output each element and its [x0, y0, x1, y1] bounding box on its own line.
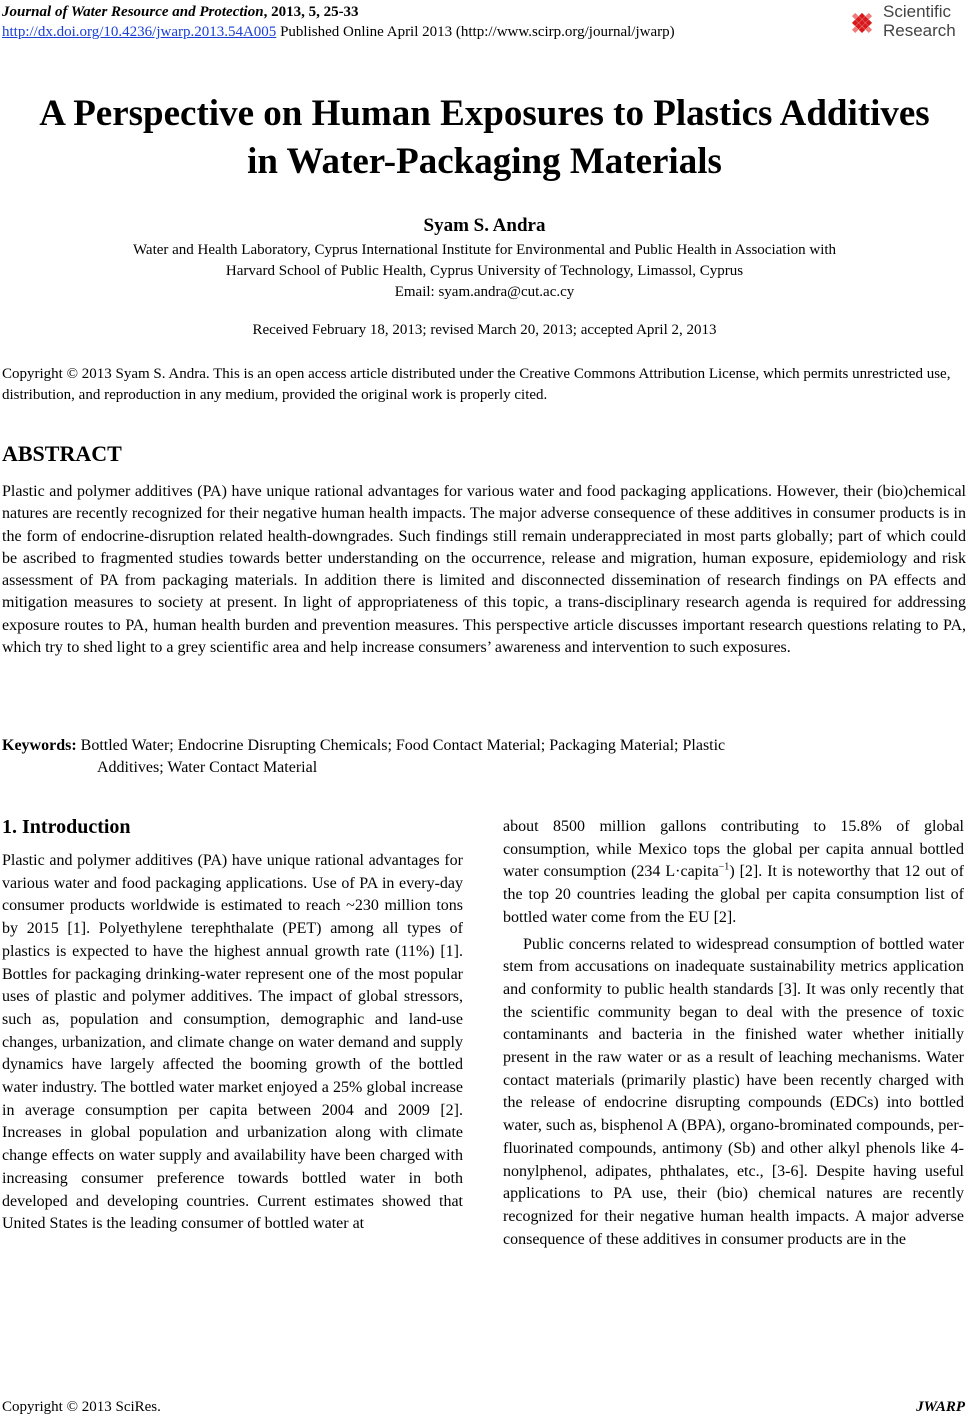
title-line-2: in Water-Packaging Materials: [247, 141, 722, 182]
footer-journal-abbrev: JWARP: [916, 1399, 965, 1415]
logo-text: [883, 2, 956, 40]
superscript: −1: [718, 862, 730, 874]
logo-line-1: Scientific: [883, 2, 952, 21]
footer-copyright: Copyright © 2013 SciRes.: [2, 1399, 161, 1415]
right-column: [503, 816, 964, 1251]
keywords-list-1: Bottled Water; Endocrine Disrupting Chemicals; Food Contact Material; Packaging Material; Plastic: [76, 737, 726, 754]
journal-name: Journal of Water Resource and Protection: [2, 4, 264, 20]
received-dates: Received February 18, 2013; revised March 20, 2013; accepted April 2, 2013: [252, 322, 717, 338]
affiliation-line-1: Water and Health Laboratory, Cyprus International Institute for Environmental and Public Health in Association with: [132, 242, 837, 258]
section-heading-introduction: 1. Introduction: [2, 816, 131, 838]
para-text-a: about 8500 million gallons contributing to 15.8% of global consumption, while Mexico tops the global per capita annual bottled water consumption (234 L·capita: [503, 818, 964, 881]
affiliation: [0, 240, 969, 303]
doi-line: [2, 22, 675, 42]
published-online: Published Online April 2013 (http://www.scirp.org/journal/jwarp): [276, 24, 675, 40]
intro-paragraph-1: Plastic and polymer additives (PA) have unique rational advantages for various water and food packaging applications. Use of PA in every-day consumer products worldwide is estimated to reach ~230 million tons by 2015 [1]. Polyethylene terephthalate (PET) among all types of plastics is expected to have the highest annual growth rate (11%) [1]. Bottles for packaging drinking-water represent one of the most popular uses of plastic and polymer additives. The impact of global stressors, such as, population and consumption, demographic and land-use changes, urbanization, and climate change on water demand and supply dynamics have largely affected the booming growth of the bottled water industry. The bottled water market enjoyed a 25% global increase in average consumption per capita between 2004 and 2009 [2]. Increases in global population and urbanization along with climate change effects on water supply and availability have been charged with increasing consumer preference towards bottled water in both developed and developing countries. Current estimates showed that United States is the leading consumer of bottled water at: [2, 852, 463, 1233]
copyright-notice: Copyright © 2013 Syam S. Andra. This is an open access article distributed under the Creative Commons Attribution License, which permits unrestricted use, distribution, and reproduction in any medium, provided the original work is properly cited.: [2, 366, 951, 403]
left-column: [2, 814, 463, 1236]
keywords: [2, 735, 966, 779]
page-footer: [2, 1398, 965, 1416]
scientific-research-logo: [845, 2, 965, 42]
logo-diamond-icon: [845, 4, 879, 38]
keywords-line-1: [2, 735, 966, 757]
journal-header: [2, 2, 675, 42]
intro-paragraph-1-continued: [503, 816, 964, 930]
affiliation-line-2: Harvard School of Public Health, Cyprus University of Technology, Limassol, Cyprus: [225, 263, 744, 279]
journal-citation: [2, 2, 675, 22]
journal-volume: , 2013, 5, 25-33: [263, 4, 359, 20]
keywords-list-2: Additives; Water Contact Material: [97, 759, 318, 776]
title-line-1: A Perspective on Human Exposures to Plastics Additives: [39, 93, 930, 134]
para-text-b: ) [2]. It is noteworthy that 12 out of the top 20 countries leading the global per capita consumption list of bottled water come from the EU [2].: [503, 863, 964, 926]
abstract-text: Plastic and polymer additives (PA) have unique rational advantages for various water and food packaging applications. However, their (bio)chemical natures are recently recognized for their negative human health impacts. The major adverse consequence of these additives in consumer products is in the form of endocrine-disruption related health-downgrades. Such findings still remain underappreciated in most parts globally; part of which could be ascribed to fragmented studies towards better understanding on the occurrence, release and migration, human exposure, epidemiology and risk assessment of PA from packaging materials. In addition there is limited and disconnected dissemination of research findings on PA effects and mitigation measures to society at present. In light of appropriateness of this topic, a trans-disciplinary research agenda is required for addressing exposure routes to PA, human health burden and prevention measures. This perspective article discusses important research questions relating to PA, which try to shed light to a grey scientific area and help increase consumers’ awareness and intervention to such exposures.: [2, 483, 966, 657]
abstract-heading: ABSTRACT: [2, 441, 122, 466]
keywords-label: Keywords:: [2, 737, 77, 754]
intro-paragraph-2: Public concerns related to widespread consumption of bottled water stem from accusations on inadequate sustainability metrics application and conformity to public health standards [3]. It was only recently that the scientific community began to deal with the presence of toxic contaminants and bacteria in the finished water whether initially present in the raw water or as a result of leaching mechanisms. Water contact materials (primarily plastic) have been recently charged with the release of endocrine disrupting compounds (EDCs) into bottled water, such as, bisphenol A (BPA), organo-brominated compounds, perfluorinated compounds, antimony (Sb) and other alkyl phenols like 4-nonylphenol, adipates, phthalates, etc., [3-6]. Despite having useful applications to PA use, their (bio) chemical natures are recently recognized for their negative human health impacts. A major adverse consequence of these additives in consumer products are in the: [503, 935, 964, 1248]
logo-line-2: Research: [883, 21, 956, 40]
author-email[interactable]: Email: syam.andra@cut.ac.cy: [394, 284, 575, 300]
paper-title: [0, 90, 969, 186]
author-name: Syam S. Andra: [423, 215, 546, 236]
doi-link[interactable]: http://dx.doi.org/10.4236/jwarp.2013.54A005: [2, 24, 277, 40]
